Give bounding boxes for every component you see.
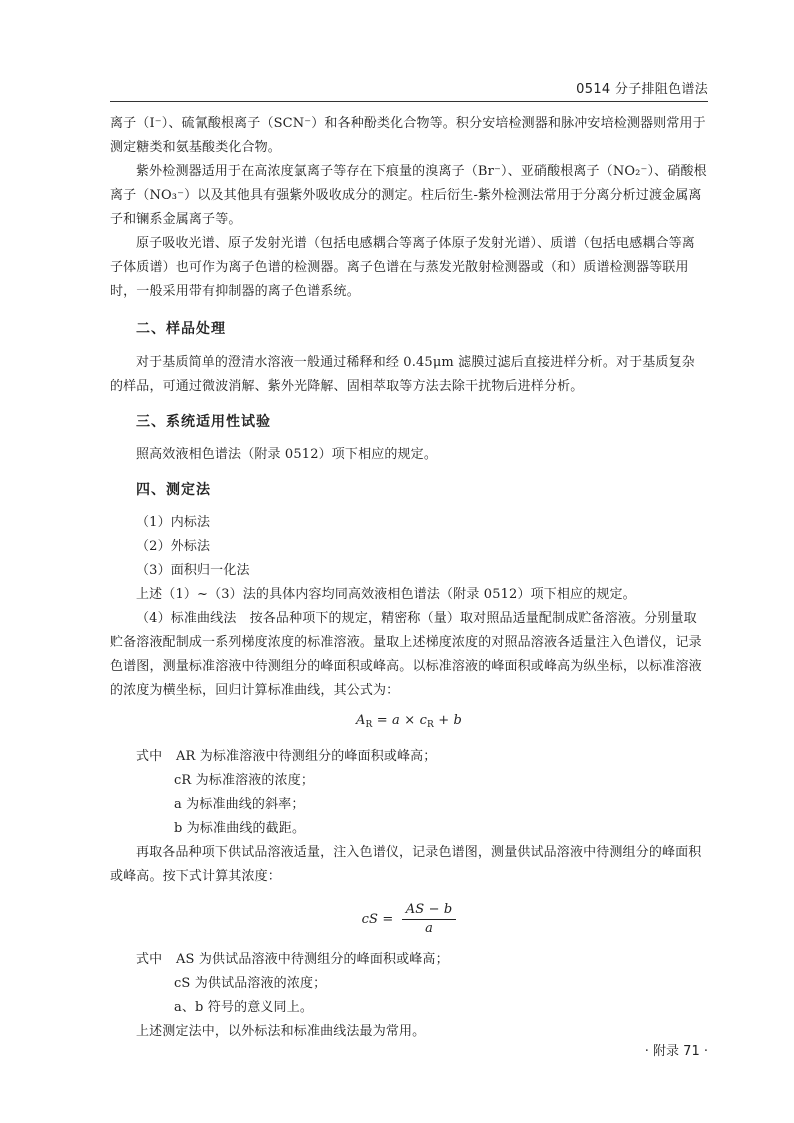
paragraph-sample-measurement: 再取各品种项下供试品溶液适量，注入色谱仪，记录色谱图，测量供试品溶液中待测组分的峰面积或峰高。按下式计算其浓度：	[110, 845, 702, 884]
formula-concentration	[110, 901, 708, 938]
where-block-2	[110, 948, 708, 972]
paragraph-sample-treatment: 对于基质简单的澄清水溶液一般通过稀释和经 0.45μm 滤膜过滤后直接进样分析。对于基质复杂的样品，可通过微波消解、紫外光降解、固相萃取等方法去除干扰物后进样分析。	[110, 355, 695, 394]
paragraph-system-suitability: 照高效液相色谱法（附录 0512）项下相应的规定。	[136, 447, 437, 462]
where-label: 式中	[136, 749, 163, 764]
formula-numerator: AS − b	[402, 901, 457, 920]
heading-system-suitability: 三、系统适用性试验	[136, 414, 271, 430]
running-header-title: 0514 分子排阻色谱法	[576, 82, 708, 97]
paragraph-detectors-cont: 离子（I⁻）、硫氰酸根离子（SCN⁻）和各种酚类化合物等。积分安培检测器和脉冲安培检测器则常用于测定糖类和氨基酸类化合物。	[110, 116, 706, 155]
heading-sample-treatment: 二、样品处理	[136, 321, 226, 337]
page-number: · 附录 71 ·	[644, 1044, 708, 1059]
method-standard-curve: （4）标准曲线法 按各品种项下的规定，精密称（量）取对照品适量配制成贮备溶液。分别量取贮备溶液配制成一系列梯度浓度的标准溶液。量取上述梯度浓度的对照品溶液各适量注入色谱仪，记录色谱图，测量标准溶液中待测组分的峰面积或峰高。以标准溶液的峰面积或峰高为纵坐标，以标准溶液的浓度为横坐标，回归计算标准曲线，其公式为：	[110, 611, 702, 698]
where-label: 式中	[136, 952, 163, 967]
formula-lhs: cS =	[361, 911, 394, 927]
heading-determination: 四、测定法	[136, 482, 211, 498]
formula-denominator: a	[425, 921, 433, 936]
paragraph-other-detectors: 原子吸收光谱、原子发射光谱（包括电感耦合等离子体原子发射光谱）、质谱（包括电感耦合等离子体质谱）也可作为离子色谱的检测器。离子色谱在与蒸发光散射检测器或（和）质谱检测器等联用时，一般采用带有抑制器的离子色谱系统。	[110, 236, 695, 299]
where-item: cS 为供试品溶液的浓度；	[174, 976, 327, 991]
paragraph-closing: 上述测定法中，以外标法和标准曲线法最为常用。	[136, 1024, 426, 1039]
where-item: a 为标准曲线的斜率；	[174, 797, 305, 812]
header-rule	[110, 101, 708, 102]
method-internal-standard: （1）内标法	[136, 515, 211, 530]
formula-standard-curve: $A_R = a \times c_R + b$	[355, 713, 463, 730]
where-item: cR 为标准溶液的浓度；	[174, 773, 315, 788]
page-body	[110, 112, 708, 1044]
formula-fraction	[402, 901, 457, 938]
method-external-standard: （2）外标法	[136, 539, 211, 554]
where-item: AR 为标准溶液中待测组分的峰面积或峰高；	[176, 749, 437, 764]
method-note: 上述（1）~（3）法的具体内容均同高效液相色谱法（附录 0512）项下相应的规定。	[136, 587, 636, 602]
method-area-normalization: （3）面积归一化法	[136, 563, 250, 578]
where-block-1	[110, 745, 708, 769]
where-item: AS 为供试品溶液中待测组分的峰面积或峰高；	[176, 952, 449, 967]
where-item: a、b 符号的意义同上。	[174, 1000, 314, 1015]
where-item: b 为标准曲线的截距。	[174, 821, 306, 836]
paragraph-uv-detector: 紫外检测器适用于在高浓度氯离子等存在下痕量的溴离子（Br⁻）、亚硝酸根离子（NO₂⁻）、硝酸根离子（NO₃⁻）以及其他具有强紫外吸收成分的测定。柱后衍生-紫外检测法常用于分离分析过渡金属离子和镧系金属离子等。	[110, 164, 707, 227]
